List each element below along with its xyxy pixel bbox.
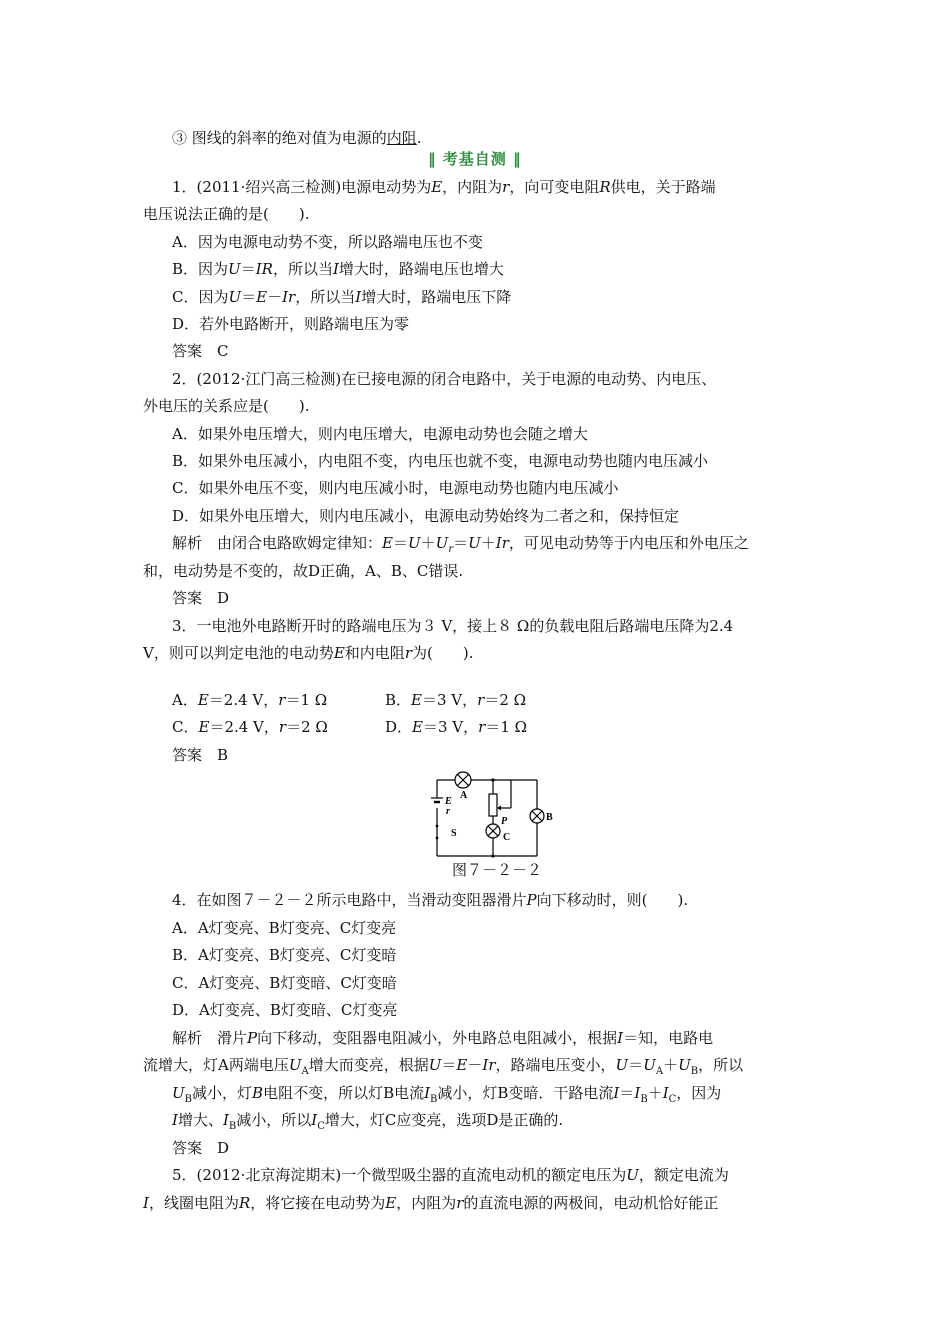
text-run: ＝ [240,260,256,278]
text-run: D．若外电路断开，则路端电压为零 [172,315,410,333]
text-run: B [252,1084,264,1102]
text-line [172,1138,229,1158]
text-run: 外电压的关系应是( ). [143,397,310,415]
text-run: ，内阻为 [442,178,503,196]
text-run: D．A灯变亮、B灯变暗、C灯变亮 [172,1001,398,1019]
text-run: ＝2 Ω [484,691,527,709]
text-run: 和，电动势是不变的，故D正确，A、B、C错误. [143,562,464,580]
text-line [172,918,396,938]
text-run: 增大、 [177,1111,223,1129]
text-run: C．因为 [172,288,229,306]
text-line [172,424,588,444]
text-run: ，线圈电阻为 [148,1194,239,1212]
text-run: 内阻 [386,129,417,147]
text-run: . [416,129,422,147]
text-run: E [198,718,210,736]
text-run: ，因为 [676,1084,722,1102]
text-run: 和内电阻 [344,644,405,662]
text-run: ＋ [663,1056,679,1074]
text-run: r [448,544,454,555]
text-run: 2．(2012·江门高三检测)在已接电源的闭合电路中，关于电源的电动势、内电压、 [172,370,717,388]
text-run: C [317,1121,325,1132]
text-run: ＝ [392,534,408,552]
text-line [172,451,708,471]
text-run: 向下移动时，则( ). [536,891,689,909]
text-run: r [477,691,485,709]
text-run: 减小，灯 [192,1084,253,1102]
text-line [143,396,309,416]
text-run: ＋ [420,534,436,552]
text-run: ＝ [619,1084,635,1102]
text-run: 减小，灯B变暗．干路电流 [437,1084,614,1102]
text-run: ＝知，电路电 [623,1029,714,1047]
text-run: R [599,178,611,196]
text-run: U [615,1056,629,1074]
text-run: A [655,1066,664,1077]
text-run: r [278,691,286,709]
text-run: I [634,1084,641,1102]
text-run: Ir [495,534,509,552]
text-run: U [678,1056,691,1074]
text-line [172,1028,713,1048]
text-run: r [502,178,510,196]
text-run: ③ 图线的斜率的绝对值为电源的 [172,129,387,147]
text-line [172,890,688,910]
text-line [172,1110,563,1130]
text-run: U [172,1084,185,1102]
text-run: 答案 D [172,1139,230,1157]
text-run: 答案 D [172,589,230,607]
text-run: B [184,1094,193,1105]
text-run: B． [385,691,412,709]
text-line [172,945,396,965]
text-run: B [430,1094,438,1105]
text-run: Ir [282,288,296,306]
text-run: － [267,288,283,306]
text-run: ＋ [480,534,496,552]
text-run: ＝2.4 V， [209,718,279,736]
text-line [143,204,309,224]
text-run: ＝ [441,1056,457,1074]
text-run: ＝3 V， [422,718,479,736]
text-run: A． [172,691,198,709]
text-run: E [256,288,268,306]
text-run: ，路端电压变小， [495,1056,616,1074]
text-run: ，额定电流为 [638,1166,729,1184]
text-run: 供电，关于路端 [610,178,716,196]
text-run: A．因为电源电动势不变，所以路端电压也不变 [172,233,483,251]
text-run: I [311,1111,318,1129]
text-line [172,314,409,334]
text-run: C．A灯变亮、B灯变暗、C灯变暗 [172,974,397,992]
text-run: I [332,260,339,278]
text-run: ，可见电动势等于内电压和外电压之 [508,534,749,552]
text-run: ＝ [628,1056,644,1074]
text-run: 答案 C [172,342,229,360]
text-run: I [222,1111,229,1129]
text-run: U [407,534,421,552]
text-run: P [247,1029,258,1047]
text-line [172,128,422,148]
text-run: A．如果外电压增大，则内电压增大，电源电动势也会随之增大 [172,425,588,443]
text-run: B [228,1121,237,1132]
text-run: I [662,1084,669,1102]
text-run: 电阻不变，所以灯B电流 [263,1084,425,1102]
text-run: ，内阻为 [396,1194,457,1212]
text-line [172,588,229,608]
text-run: U [228,260,241,278]
text-run: B．A灯变亮、B灯变亮、C灯变暗 [172,946,397,964]
text-run: 减小，所以 [236,1111,312,1129]
text-run: D． [385,718,413,736]
text-line [172,287,511,307]
label-e: E [445,796,452,807]
label-b: B [546,812,553,823]
text-run: B [640,1094,648,1105]
text-run: ＋ [647,1084,663,1102]
text-line [172,1165,729,1185]
text-run: Ir [482,1056,496,1074]
text-run: A [301,1066,309,1077]
text-run: ，向可变电阻 [509,178,600,196]
text-line [172,177,716,197]
text-run: 5．(2012·北京海淀期末)一个微型吸尘器的直流电动机的额定电压为 [172,1166,627,1184]
section-heading-text: 考基自测 [442,150,507,168]
section-heading: ‖ 考基自测 ‖ [428,150,522,168]
text-line [143,643,473,663]
label-r: r [446,806,450,817]
text-run: C [668,1094,677,1105]
text-run: I [613,1084,620,1102]
text-run: 流增大，灯A两端电压 [143,1056,289,1074]
text-run: 答案 B [172,746,229,764]
text-run: r [404,644,412,662]
label-s: S [451,828,457,839]
text-run: U [626,1166,639,1184]
label-a: A [460,790,468,801]
text-run: ，所以 [698,1056,744,1074]
figure-caption: 图７－２－２ [452,861,543,879]
text-run: 的直流电源的两极间，电动机恰好能正 [463,1194,719,1212]
text-run: 向下移动，变阻器电阻减小，外电路总电阻减小，根据 [257,1029,618,1047]
text-run: D．如果外电压增大，则内电压减小，电源电动势始终为二者之和，保持恒定 [172,507,680,525]
text-run: E [456,1056,468,1074]
text-run: E [431,178,443,196]
text-line [172,369,716,389]
text-run: 1．(2011·绍兴高三检测)电源电动势为 [172,178,432,196]
text-line [143,1055,743,1075]
text-line [172,1083,721,1103]
text-run: ＝ [241,288,257,306]
text-run: E [382,534,393,552]
text-line [143,561,463,581]
text-run: ＝1 Ω [485,718,528,736]
text-run: 为( ). [411,644,474,662]
text-run: A．A灯变亮、B灯变亮、C灯变亮 [172,919,397,937]
label-p: P [501,816,508,827]
text-run: P [526,891,537,909]
lamp-c [486,824,500,838]
text-line [172,232,483,252]
lamp-b [530,809,544,823]
text-run: U [228,288,242,306]
text-line [143,1193,718,1213]
text-line [172,973,397,993]
text-line [172,506,679,526]
text-run: 3．一电池外电路断开时的路端电压为３ V，接上８ Ω的负载电阻后路端电压降为2.4 [172,617,734,635]
text-run: I [424,1084,431,1102]
text-run: I [143,1194,149,1212]
text-line [172,533,749,553]
text-run: 4．在如图７－２－２所示电路中，当滑动变阻器滑片 [172,891,527,909]
text-run: C． [172,718,199,736]
text-line [385,717,527,737]
text-run: － [467,1056,483,1074]
text-run: U [468,534,481,552]
text-run: ＝3 V， [421,691,478,709]
text-run: E [385,1194,397,1212]
text-run: r [278,718,287,736]
circuit-diagram [415,768,555,864]
text-line [172,616,733,636]
text-run: U [643,1056,656,1074]
lamp-a [455,772,471,788]
text-run: I [355,288,362,306]
text-run: ＝2.4 V， [208,691,279,709]
text-run: ，所以当 [272,260,333,278]
text-line [172,745,228,765]
text-run: ＝1 Ω [285,691,328,709]
text-run: E [333,644,345,662]
text-run: I [172,1111,178,1129]
text-run: E [411,691,422,709]
text-run: 增大时，路端电压下降 [361,288,512,306]
text-line [172,1000,397,1020]
text-run: E [412,718,423,736]
text-line [172,478,618,498]
text-line [385,690,526,710]
text-run: B．因为 [172,260,229,278]
text-run: r [456,1194,464,1212]
text-run: U [435,534,449,552]
text-line [172,717,328,737]
text-run: E [197,691,209,709]
text-line [172,690,327,710]
text-run: r [478,718,486,736]
text-run: I [617,1029,624,1047]
text-run: 解析 由闭合电路欧姆定律知： [172,534,383,552]
text-run: ＝ [453,534,469,552]
text-run: C．如果外电压不变，则内电压减小时，电源电动势也随内电压减小 [172,479,619,497]
text-run: 电压说法正确的是( ). [143,205,310,223]
text-run: U [288,1056,302,1074]
text-run: 增大而变亮，根据 [308,1056,429,1074]
text-run: V，则可以判定电池的电动势 [143,644,334,662]
text-run: B [690,1066,699,1077]
text-run: B．如果外电压减小，内电阻不变，内电压也就不变，电源电动势也随内电压减小 [172,452,709,470]
label-c: C [503,832,511,843]
text-run: R [238,1194,251,1212]
text-run: IR [255,260,273,278]
text-run: 增大时，路端电压也增大 [338,260,504,278]
text-run: 解析 滑片 [172,1029,248,1047]
text-line [172,259,504,279]
text-run: 增大，灯C应变亮，选项D是正确的. [324,1111,564,1129]
text-run: U [428,1056,442,1074]
text-run: ，将它接在电动势为 [250,1194,386,1212]
text-line [172,341,228,361]
text-run: ＝2 Ω [286,718,328,736]
text-run: ，所以当 [295,288,356,306]
